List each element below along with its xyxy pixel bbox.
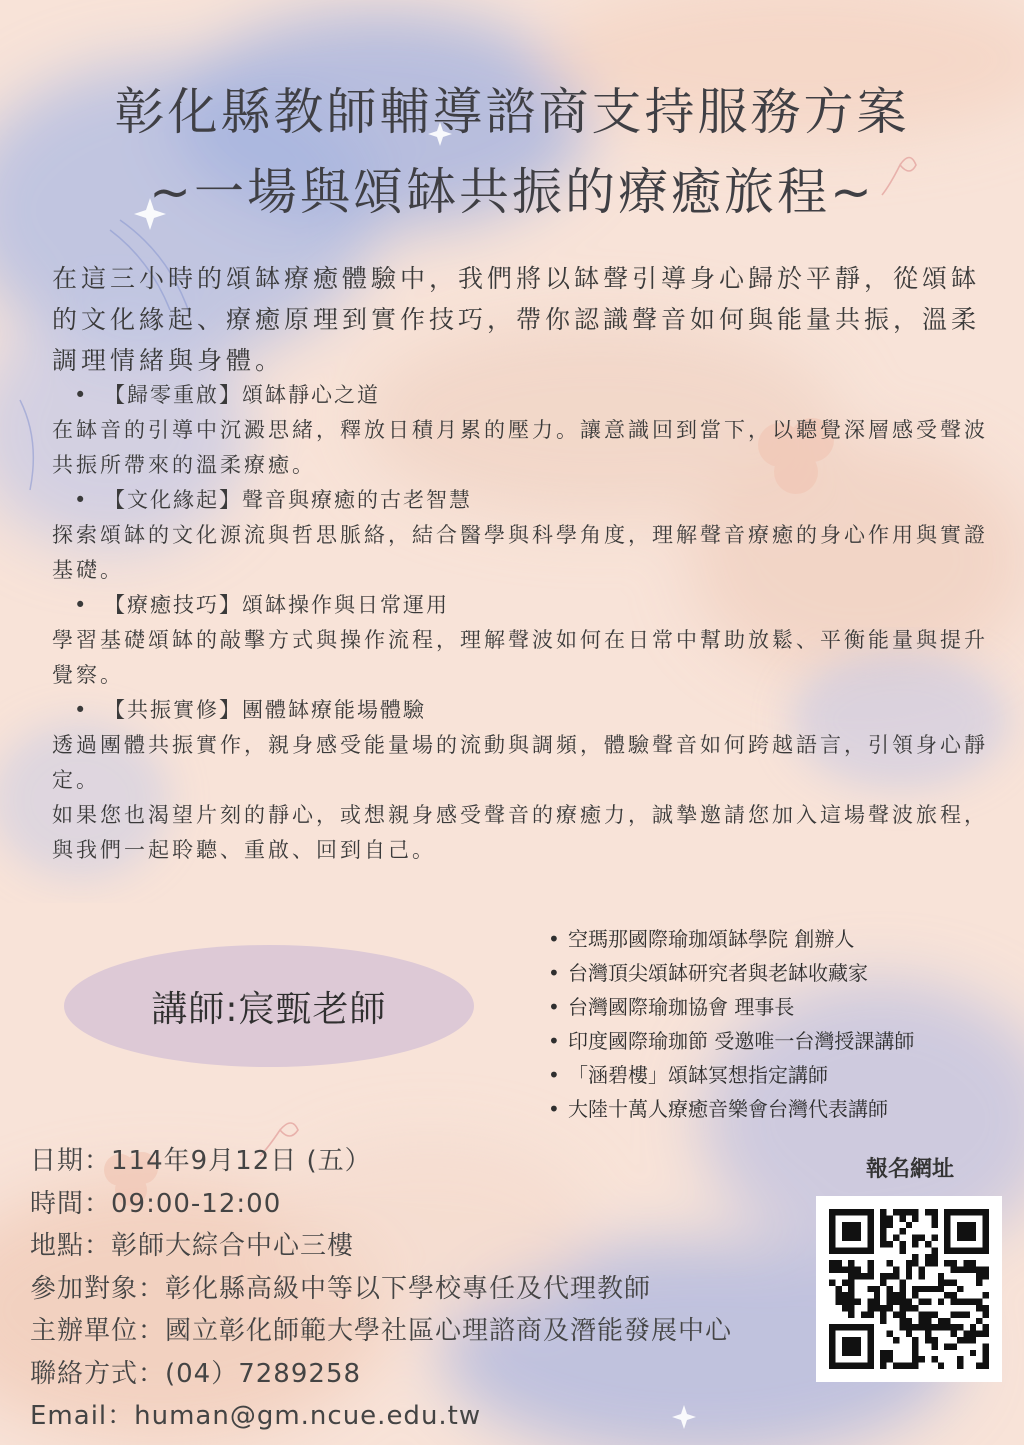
section-heading-text: 【歸零重啟】頌缽靜心之道 (104, 383, 380, 407)
credential-text: 台灣頂尖頌缽研究者與老缽收藏家 (568, 961, 868, 985)
credential-text: 「涵碧樓」頌缽冥想指定講師 (568, 1063, 828, 1087)
credential-text: 大陸十萬人療癒音樂會台灣代表講師 (568, 1097, 888, 1121)
bullet-dot-icon: • (548, 1029, 560, 1053)
course-sections (52, 378, 1002, 868)
section-heading-text: 【文化緣起】聲音與療癒的古老智慧 (104, 488, 472, 512)
event-contact: 聯絡方式：(04）7289258 (30, 1358, 362, 1389)
teacher-credentials (548, 922, 914, 1126)
teacher-name: 講師:宸甄老師 (151, 988, 387, 1030)
qr-code-icon (829, 1209, 989, 1369)
credential-item (548, 1092, 914, 1126)
bullet-dot-icon: • (548, 1063, 560, 1087)
registration-qr-code[interactable] (816, 1196, 1002, 1382)
bullet-dot-icon: • (74, 698, 89, 722)
bullet-dot-icon: • (548, 927, 560, 951)
intro-paragraph: 在這三小時的頌缽療癒體驗中，我們將以缽聲引導身心歸於平靜，從頌缽的文化緣起、療癒原理到實作技巧，帶你認識聲音如何與能量共振，溫柔調理情緒與身體。 (52, 264, 981, 375)
section-body: 學習基礎頌缽的敲擊方式與操作流程，理解聲波如何在日常中幫助放鬆、平衡能量與提升覺察。 (52, 628, 988, 687)
event-info (30, 1140, 732, 1438)
section-body: 在缽音的引導中沉澱思緒，釋放日積月累的壓力。讓意識回到當下，以聽覺深層感受聲波共振所帶來的溫柔療癒。 (52, 418, 988, 477)
bullet-dot-icon: • (548, 961, 560, 985)
section-heading-text: 【共振實修】團體缽療能場體驗 (104, 698, 426, 722)
credential-item (548, 1024, 914, 1058)
credential-text: 印度國際瑜珈節 受邀唯一台灣授課講師 (568, 1029, 915, 1053)
credential-item (548, 1058, 914, 1092)
page-subtitle: ~一場與頌缽共振的療癒旅程~ (149, 163, 875, 221)
section-heading (52, 588, 1002, 623)
credential-item (548, 990, 914, 1024)
teacher-badge (64, 945, 474, 1067)
event-location: 地點：彰師大綜合中心三樓 (30, 1231, 355, 1261)
event-email[interactable]: Email：human@gm.ncue.edu.tw (30, 1401, 482, 1431)
credential-text: 台灣國際瑜珈協會 理事長 (568, 995, 795, 1019)
credential-item (548, 956, 914, 990)
closing-paragraph: 如果您也渴望片刻的靜心，或想親身感受聲音的療癒力，誠摯邀請您加入這場聲波旅程，與我們一起聆聽、重啟、回到自己。 (52, 803, 988, 862)
page-title: 彰化縣教師輔導諮商支持服務方案 (114, 83, 910, 141)
bullet-dot-icon: • (74, 593, 89, 617)
event-audience: 參加對象：彰化縣高級中等以下學校專任及代理教師 (30, 1273, 652, 1304)
event-time: 時間：09:00-12:00 (30, 1188, 282, 1219)
section-body: 透過團體共振實作，親身感受能量場的流動與調頻，體驗聲音如何跨越語言，引領身心靜定。 (52, 733, 988, 792)
bullet-dot-icon: • (548, 995, 560, 1019)
bullet-dot-icon: • (548, 1097, 560, 1121)
event-date: 日期：114年9月12日 (五） (30, 1146, 372, 1176)
credential-item (548, 922, 914, 956)
section-heading (52, 693, 1002, 728)
event-organizer: 主辦單位：國立彰化師範大學社區心理諮商及潛能發展中心 (30, 1316, 733, 1346)
section-heading (52, 483, 1002, 518)
section-heading-text: 【療癒技巧】頌缽操作與日常運用 (104, 593, 449, 617)
section-heading (52, 378, 1002, 413)
credential-text: 空瑪那國際瑜珈頌缽學院 創辦人 (568, 927, 855, 951)
bullet-dot-icon: • (74, 488, 89, 512)
bullet-dot-icon: • (74, 383, 89, 407)
section-body: 探索頌缽的文化源流與哲思脈絡，結合醫學與科學角度，理解聲音療癒的身心作用與實證基礎。 (52, 523, 988, 582)
registration-label: 報名網址 (865, 1157, 954, 1182)
